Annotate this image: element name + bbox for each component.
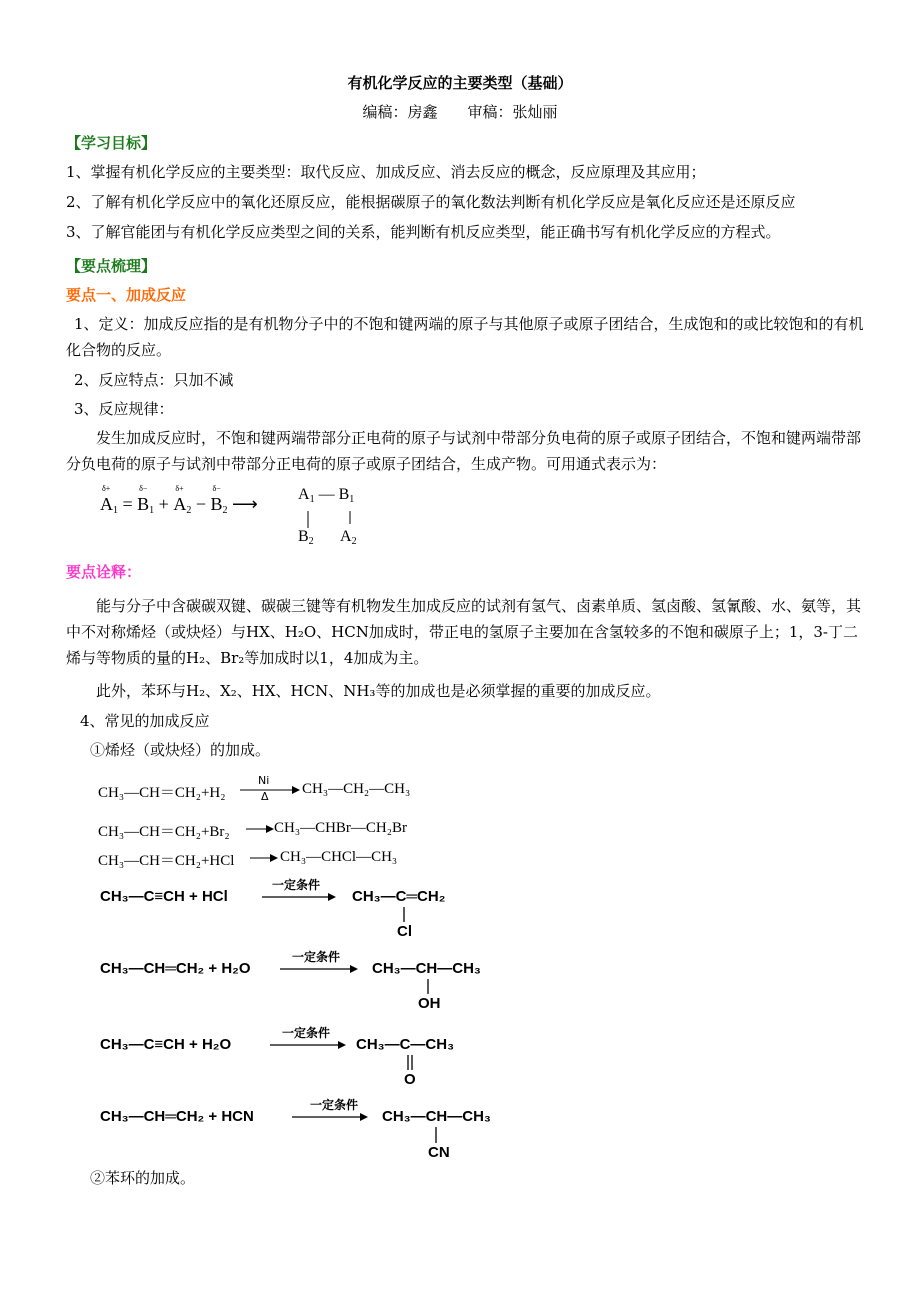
reaction-6-condition: 一定条件 <box>282 1026 331 1040</box>
reaction-7-right: CH₃—CH—CH₃ <box>382 1108 491 1125</box>
definition-text: 1、定义：加成反应指的是有机物分子中的不饱和键两端的原子与其他原子或原子团结合，生成饱和的或比较饱和的有机化合物的反应。 <box>66 315 864 359</box>
reaction-5-left: CH₃—CH═CH₂ + H₂O <box>100 960 251 977</box>
rule-label: 3、反应规律： <box>74 400 174 418</box>
atom-a2: A <box>173 494 187 514</box>
atom-a1: A <box>100 494 113 514</box>
atom-b1: B <box>137 494 150 514</box>
product-a2: $A_2$ <box>340 528 357 547</box>
rule-text: 发生加成反应时，不饱和键两端带部分正电荷的原子与试剂中带部分负电荷的原子或原子团结合，不饱和键两端带部分负电荷的原子与试剂中带部分正电荷的原子或原子团结合，生成产物。可用通式表示为： <box>66 429 862 473</box>
reaction-1-heat: Δ <box>261 790 269 803</box>
delta-plus-label: δ+ <box>102 484 111 493</box>
note-paragraph-1: 能与分子中含碳碳双键、碳碳三键等有机物发生加成反应的试剂有氢气、卤素单质、氢卤酸、氢氰酸、水、氨等，其中不对称烯烃（或炔烃）与HX、H₂O、HCN加成时，带正电的氢原子主要加在含氢较多的不饱和碳原子上；1，3-丁二烯与等物质的量的H₂、Br₂等加成时以1，4加成为主。 <box>66 597 862 667</box>
reaction-6-substituent: O <box>404 1071 416 1088</box>
goal-item-3: 3、了解官能团与有机化学反应类型之间的关系，能判断有机反应类型，能正确书写有机化学反应的方程式。 <box>66 223 781 241</box>
reaction-1-catalyst: Ni <box>258 774 270 787</box>
goal-item-2: 2、了解有机化学反应中的氧化还原反应，能根据碳原子的氧化数法判断有机化学反应是氧化反应还是还原反应 <box>66 193 796 211</box>
delta-minus-label: δ− <box>139 484 148 493</box>
reaction-5-substituent: OH <box>418 995 441 1012</box>
reaction-4-condition: 一定条件 <box>272 878 321 892</box>
common-label: 4、常见的加成反应 <box>80 712 210 730</box>
reaction-2-right: CH₃—CHBr—CH₂Br <box>274 820 407 836</box>
reaction-2-left: CH₃—CH＝CH₂+Br₂ <box>98 824 230 840</box>
sub-heading-benzene: ②苯环的加成。 <box>90 1169 196 1187</box>
reaction-3-right: CH₃—CHCl—CH₃ <box>280 849 398 865</box>
reaction-5-right: CH₃—CH—CH₃ <box>372 960 481 977</box>
feature-text: 2、反应特点：只加不减 <box>74 371 234 389</box>
reaction-6-left: CH₃—C≡CH + H₂O <box>100 1036 232 1053</box>
goals-header: 【学习目标】 <box>66 134 157 152</box>
reaction-4-left: CH₃—C≡CH + HCl <box>100 888 228 905</box>
reaction-7-left: CH₃—CH═CH₂ + HCN <box>100 1108 254 1125</box>
atom-b2: B <box>210 494 223 514</box>
goal-item-1: 1、掌握有机化学反应的主要类型：取代反应、加成反应、消去反应的概念，反应原理及其应用； <box>66 163 706 181</box>
product-b2: $B_2$ <box>298 528 314 547</box>
editors-line: 编稿：房鑫 审稿：张灿丽 <box>362 103 558 121</box>
reaction-6-right: CH₃—C—CH₃ <box>356 1036 455 1053</box>
reaction-7-condition: 一定条件 <box>310 1098 359 1112</box>
general-arrow: ⟶ <box>232 494 258 514</box>
reaction-4-right: CH₃—C═CH₂ <box>352 888 446 905</box>
reaction-1-right: CH₃—CH₂—CH₃ <box>302 781 411 797</box>
page-title: 有机化学反应的主要类型（基础） <box>347 74 573 92</box>
sub-heading-alkene: ①烯烃（或炔烃）的加成。 <box>90 741 271 759</box>
product-top: $A_1$ — $B_1$ <box>298 486 355 505</box>
reaction-4-substituent: Cl <box>397 923 412 940</box>
general-formula: δ+ $A_1$ = δ− $B_1$ + δ+ $A_2$ − δ− $B_2$ ⟶ <box>100 484 258 516</box>
reaction-5-condition: 一定条件 <box>292 950 341 964</box>
reaction-7-substituent: CN <box>428 1144 450 1161</box>
note-paragraph-2: 此外，苯环与H₂、X₂、HX、HCN、NH₃等的加成也是必须掌握的重要的加成反应。 <box>96 682 661 700</box>
summary-header: 【要点梳理】 <box>66 257 157 275</box>
reaction-3-left: CH₃—CH＝CH₂+HCl <box>98 853 235 869</box>
note-header: 要点诠释： <box>66 563 142 581</box>
key-point-1: 要点一、加成反应 <box>66 286 187 304</box>
reaction-1-left: CH₃—CH＝CH₂+H₂ <box>98 785 226 801</box>
